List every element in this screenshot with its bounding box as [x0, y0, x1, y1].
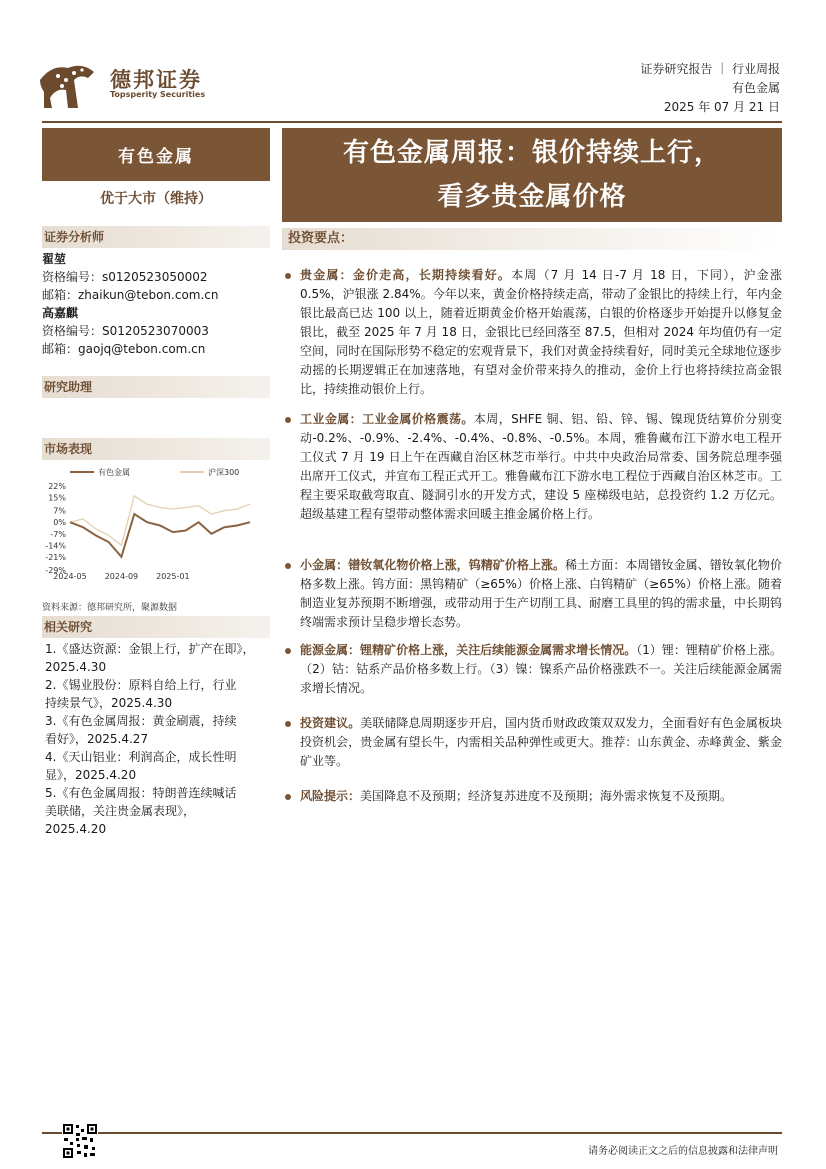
- y-tick-label: -21%: [45, 552, 66, 562]
- header-divider: [42, 121, 782, 123]
- related-line: 持续景气》，2025.4.30: [45, 696, 173, 710]
- keypoint-body: 本周，SHFE 铜、铝、铅、锌、锡、镍现货结算价分别变动-0.2%、-0.9%、-2.4%、-0.4%、-0.8%、-0.5%。本周，雅鲁藏布江下游水电工程开工仪式 7 月 19 日上午在西藏自治区林芝市举行。中共中央政治局常委、国务院总理李强出席开工仪式，并宣布工程正式开工。雅鲁藏布江下游水电工程位于西藏自治区林芝市。工程主要采取截弯取直、隧洞引水的开发方式，建设 5 座梯级电站，总投资约 1.2 万亿元。超级基建工程有望带动整体需求回暖主推金属价格上行。: [300, 412, 782, 521]
- bullet-icon: [285, 273, 291, 279]
- related-line: 2025.4.20: [45, 822, 107, 836]
- footer-disclaimer: 请务必阅读正文之后的信息披露和法律声明: [588, 1146, 778, 1157]
- series-line: [70, 514, 250, 557]
- analyst-name: 翟堃: [42, 252, 67, 266]
- analyst-cert: 资格编号：S0120523070003: [42, 324, 209, 338]
- x-tick-label: 2024-05: [53, 572, 87, 580]
- y-tick-label: 0%: [53, 518, 66, 528]
- qr-code-icon[interactable]: [62, 1123, 98, 1159]
- title-line: 有色金属周报：银价持续上行，: [342, 138, 721, 168]
- keypoint-precious-metals: [300, 266, 782, 399]
- related-research-list: [45, 640, 270, 838]
- logo-subtext: Topsperity Securities: [110, 90, 206, 99]
- keypoint-heading: 能源金属：锂精矿价格上涨，关注后续能源金属需求增长情况。: [300, 643, 637, 657]
- keypoint-body: 本周（7 月 14 日-7 月 18 日，下同），沪金涨 0.5%，沪银涨 2.84%。今年以来，黄金价格持续走高，带动了金银比的持续上行，年内金银比最高已达 100 以上，随着近期黄金价格开始震荡，白银的价格逐步开始提升以修复金银比，截至 2025 年 7 月 18 日，金银比已经回落至 87.5，但相对 2024 年均值仍有一定空间，同时在国际形势不稳定的宏观背景下，我们对黄金持续看好，同时美元全球地位逐步动摇的长期逻辑正在加速落地，有望对金价带来持久的推动，金价上行也将持续拉高金银比，持续推动银价上行。: [300, 268, 782, 396]
- market-section-title: 市场表现: [42, 438, 270, 460]
- analyst-cert: 资格编号：s0120523050002: [42, 270, 208, 284]
- keypoint-energy-metals: [300, 641, 782, 698]
- y-tick-label: 15%: [48, 493, 66, 503]
- keypoint-investment-advice: [300, 714, 782, 771]
- related-line: 2025.4.30: [45, 660, 107, 674]
- legend-label: 有色金属: [98, 468, 130, 477]
- y-tick-label: -14%: [45, 541, 66, 551]
- related-line: 4.《天山铝业：利润高企，成长性明: [45, 750, 237, 764]
- y-tick-label: 7%: [53, 506, 66, 516]
- x-tick-label: 2025-01: [156, 572, 190, 580]
- keypoint-body: （1）锂：锂精矿价格上涨。（2）钴：钴系产品价格多数上行。（3）镍：镍系产品价格涨跌不一。关注后续能源金属需求增长情况。: [300, 643, 782, 695]
- y-tick-label: -29%: [45, 566, 66, 575]
- bullet-icon: [285, 648, 291, 654]
- keypoint-heading: 风险提示：: [300, 789, 361, 803]
- analyst-section-title: 证券分析师: [42, 226, 270, 248]
- bullet-icon: [285, 794, 291, 800]
- report-type: 证券研究报告 ｜ 行业周报: [640, 62, 780, 76]
- bullet-icon: [285, 563, 291, 569]
- report-title: [282, 128, 782, 222]
- related-line: 美联储，关注贵金属表现》，: [45, 804, 196, 818]
- related-line: 2.《锡业股份：原料自给上行，行业: [45, 678, 237, 692]
- market-performance-chart: [40, 460, 272, 580]
- legend-label: 沪深300: [208, 468, 240, 477]
- y-tick-label: -7%: [50, 529, 66, 539]
- keypoint-heading: 贵金属：金价走高，长期持续看好。: [300, 268, 512, 282]
- analyst-email: 邮箱：zhaikun@tebon.com.cn: [42, 288, 219, 302]
- keypoint-heading: 小金属：镨钕氧化物价格上涨，钨精矿价格上涨。: [300, 558, 566, 572]
- keypoint-body: 稀土方面：本周镨钕金属、镨钕氧化物价格多数上涨。钨方面：黑钨精矿（≥65%）价格上涨、白钨精矿（≥65%）价格上涨。随着制造业复苏预期不断增强，或带动用于生产切削工具、耐磨工具里的钨的需求量，中长期钨终端需求预计呈稳步增长态势。: [300, 558, 782, 629]
- header-meta: [640, 60, 780, 117]
- related-line: 3.《有色金属周报：黄金刷震，持续: [45, 714, 237, 728]
- y-tick-label: 22%: [48, 482, 66, 491]
- title-line: 看多贵金属价格: [437, 182, 627, 212]
- keypoint-industrial-metals: [300, 410, 782, 524]
- x-tick-label: 2024-09: [104, 572, 139, 580]
- keypoint-heading: 工业金属：工业金属价格震荡。: [300, 412, 474, 426]
- logo-text: 德邦证券: [110, 68, 202, 92]
- report-date: 2025 年 07 月 21 日: [663, 100, 780, 114]
- keypoint-body: 美联储降息周期逐步开启，国内货币财政政策双双发力，全面看好有色金属板块投资机会，贵金属有望长牛，内需相关品种弹性或更大。推荐：山东黄金、赤峰黄金、紫金矿业等。: [300, 716, 782, 768]
- rating: 优于大市（维持）: [100, 191, 212, 207]
- keypoint-body: 美国降息不及预期；经济复苏进度不及预期；海外需求恢复不及预期。: [360, 789, 733, 803]
- assistant-section-title: 研究助理: [42, 376, 270, 398]
- related-line: 看好》，2025.4.27: [45, 732, 149, 746]
- chart-source: 资料来源：德邦研究所，聚源数据: [42, 603, 178, 613]
- footer-divider: [42, 1132, 782, 1134]
- analyst-email: 邮箱：gaojq@tebon.com.cn: [42, 342, 206, 356]
- keypoint-minor-metals: [300, 556, 782, 632]
- analyst-name: 高嘉麒: [42, 306, 79, 320]
- bullet-icon: [285, 721, 291, 727]
- bullet-icon: [285, 417, 291, 423]
- series-line: [70, 496, 250, 545]
- related-section-title: 相关研究: [42, 616, 270, 638]
- header-sector: 有色金属: [731, 81, 780, 95]
- keypoint-risk-warning: [300, 787, 782, 806]
- related-line: 显》，2025.4.20: [45, 768, 137, 782]
- related-line: 5.《有色金属周报：特朗普连续喊话: [45, 786, 237, 800]
- sector-label: 有色金属: [42, 128, 270, 181]
- analyst-block: [42, 250, 272, 358]
- keypoint-heading: 投资建议。: [300, 716, 361, 730]
- tebon-logo-icon: [38, 58, 98, 113]
- related-line: 1.《盛达资源：金银上行，扩产在即》，: [45, 642, 255, 656]
- keypoints-title: 投资要点：: [282, 228, 782, 250]
